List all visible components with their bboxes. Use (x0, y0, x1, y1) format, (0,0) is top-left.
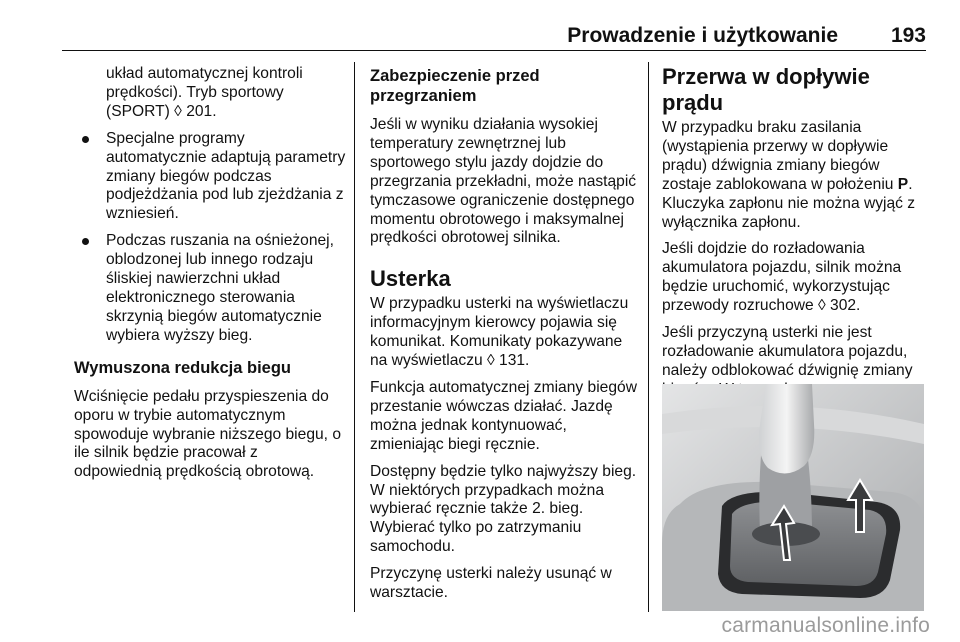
bullet-icon (82, 238, 89, 245)
watermark: carmanualsonline.info (721, 614, 930, 637)
paragraph: Jeśli dojdzie do rozładowania akumulatora pojazdu, silnik można będzie uruchomić, wykorzystując przewody rozruchowe ◊ 302. (662, 240, 902, 315)
park-position-label: P (897, 175, 909, 193)
gear-lever-figure (662, 384, 924, 611)
bullet-list (74, 130, 346, 346)
paragraph: W przypadku usterki na wyświetlaczu informacyjnym kierowcy pojawia się komunikat. Komunikaty pokazywane na wyświetlaczu ◊ 131. (370, 295, 629, 370)
column-1 (74, 62, 346, 490)
column-divider-1 (354, 62, 355, 612)
list-item (74, 232, 346, 345)
paragraph: Jeśli przyczyną usterki nie jest rozładowanie akumulatora pojazdu, należy odblokować dźwignię zmiany (662, 324, 913, 379)
gear-lever-illustration (662, 384, 924, 611)
section-title-power-failure: Przerwa w dopływie prądu (662, 64, 870, 115)
column-divider-2 (648, 62, 649, 612)
page-header-title: Prowadzenie i użytkowanie (567, 24, 838, 47)
column-2 (370, 62, 638, 611)
section-heading-forced-downshift: Wymuszona redukcja biegu (74, 358, 291, 377)
list-item (74, 130, 346, 225)
section-heading-overheat: Zabezpieczenie przed przegrzaniem (370, 67, 540, 105)
bullet-icon (82, 136, 89, 143)
paragraph-text: W przypadku braku zasilania (wystąpienia przerwy w dopływie prądu) dźwignia zmiany biegów zostaje zablokowana w położeniu (662, 119, 898, 193)
column-3 (662, 62, 928, 435)
paragraph: Funkcja automatycznej zmiany biegów przestanie wówczas działać. Jazdę można jednak kontynuować, zmieniając biegi ręcznie. (370, 378, 637, 453)
section-title-fault: Usterka (370, 266, 451, 292)
paragraph: Przyczynę usterki należy usunąć w warsztacie. (370, 565, 612, 602)
lever-knob (759, 384, 814, 474)
page-number: 193 (890, 24, 926, 47)
list-item-text: Specjalne programy automatycznie adaptują parametry zmiany biegów podczas podjeżdżania pod lub zjeżdżania z wzniesień. (106, 129, 346, 223)
paragraph: Wciśnięcie pedału przyspieszenia do oporu w trybie automatycznym spowoduje wybranie niższego biegu, o ile silnik będzie pracował z odpowiednią prędkością obrotową. (74, 387, 341, 481)
paragraph (662, 119, 928, 232)
paragraph: Jeśli w wyniku działania wysokiej temperatury zewnętrznej lub sportowego stylu jazdy dojdzie do przegrzania przekładni, może nastąpić tymczasowe ograniczenie dostępnego momentu obrotowego i maksymalnej prędkości obrotowej silnika. (370, 116, 637, 247)
list-item-text: Podczas ruszania na ośnieżonej, oblodzonej lub innego rodzaju śliskiej nawierzchni układ elektronicznego sterowania skrzynią biegów automatycznie wybiera wyższy bieg. (106, 232, 334, 344)
continued-text: układ automatycznej kontroli prędkości). Tryb sportowy (SPORT) ◊ 201. (106, 65, 303, 120)
paragraph-text: . Kluczyka zapłonu nie można wyjąć z wyłącznika zapłonu. (662, 175, 916, 231)
header-divider (62, 50, 926, 51)
paragraph: Dostępny będzie tylko najwyższy bieg. W niektórych przypadkach można wybierać ręcznie także 2. bieg. Wybierać tylko po zatrzymaniu samochodu. (370, 462, 637, 556)
